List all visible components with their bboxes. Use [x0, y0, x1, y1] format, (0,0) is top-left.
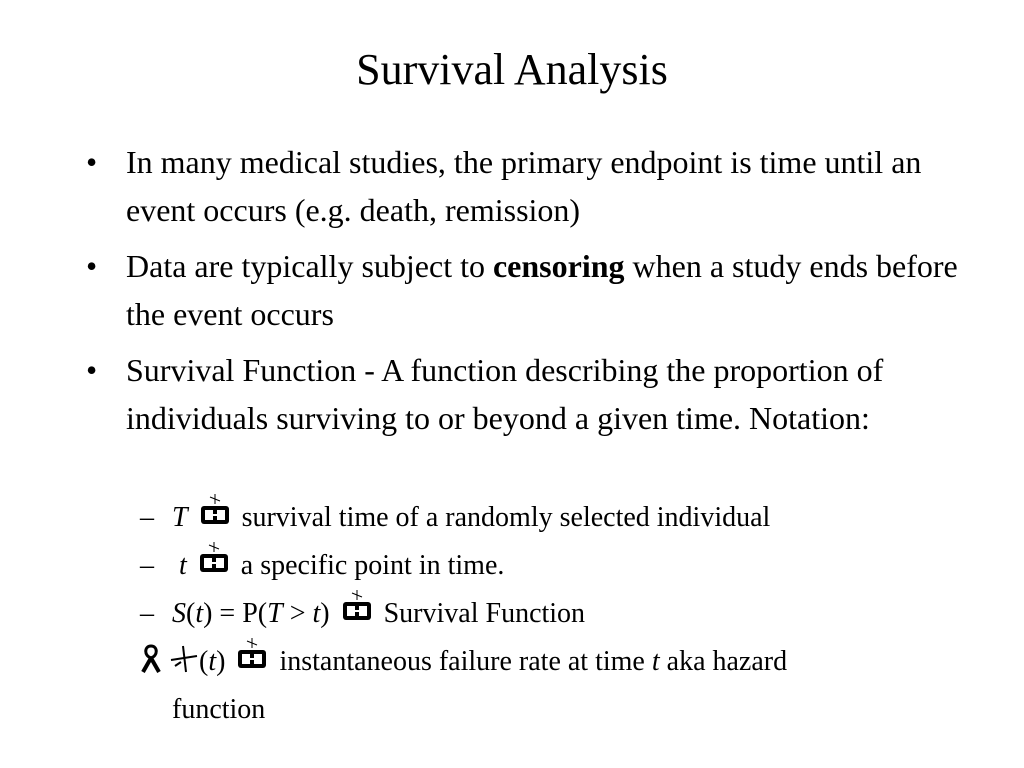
symbol-T: T: [267, 598, 283, 629]
symbol-t: t: [195, 598, 204, 629]
missing-glyph-icon: [198, 552, 230, 578]
bullet-text-before: Data are typically subject to: [126, 248, 493, 284]
bullet-item: [84, 242, 964, 338]
formula-close: ): [320, 598, 330, 629]
sub-item: [140, 494, 940, 542]
formula-gt: >: [282, 598, 313, 629]
sub-mark: –: [140, 598, 154, 629]
missing-glyph-icon: [199, 504, 231, 530]
sub-mark: –: [140, 550, 154, 581]
bullet-item: [84, 138, 964, 234]
sub-item-desc: a specific point in time.: [240, 550, 505, 581]
hazard-desc-before: instantaneous failure rate at time: [279, 646, 652, 677]
sub-bullet-list: [140, 494, 940, 638]
hazard-desc-after: aka hazard: [659, 646, 788, 677]
sub-item-desc: Survival Function: [383, 598, 586, 629]
formula-mid: ) = P(: [203, 598, 268, 629]
plane-icon: [169, 644, 199, 688]
ribbon-icon: [140, 644, 162, 688]
sub-item: – S(t) = P(T > t) Survival Function: [140, 590, 940, 638]
hazard-item: (t) instantaneous failure rate at time t aka hazard function: [140, 640, 940, 732]
missing-glyph-icon: [236, 648, 268, 674]
hazard-desc-wrap: function: [172, 694, 266, 725]
sub-item-desc: survival time of a randomly selected individual: [241, 502, 771, 533]
symbol-t: t: [208, 646, 217, 677]
symbol-S: S: [172, 598, 186, 629]
symbol-T: T: [172, 502, 188, 533]
bullet-item: [84, 346, 964, 442]
symbol-t: t: [179, 550, 187, 581]
sub-mark: –: [140, 502, 154, 533]
symbol-t: t: [651, 646, 660, 677]
bullet-text-bold: censoring: [492, 248, 625, 284]
bullet-mark: •: [86, 144, 98, 180]
bullet-mark: •: [86, 248, 98, 284]
bullet-list: [84, 138, 964, 450]
bullet-mark: •: [86, 352, 98, 388]
missing-glyph-icon: [341, 600, 373, 626]
sub-item: [140, 542, 940, 590]
symbol-t: t: [312, 598, 321, 629]
bullet-text-after: when a study ends before the event occurs: [126, 248, 958, 332]
bullet-text: Survival Function - A function describing the proportion of individuals surviving to or beyond a given time. Notation:: [126, 352, 884, 436]
bullet-text: In many medical studies, the primary endpoint is time until an event occurs (e.g. death, remission): [126, 144, 922, 228]
slide-title: Survival Analysis: [356, 45, 668, 94]
